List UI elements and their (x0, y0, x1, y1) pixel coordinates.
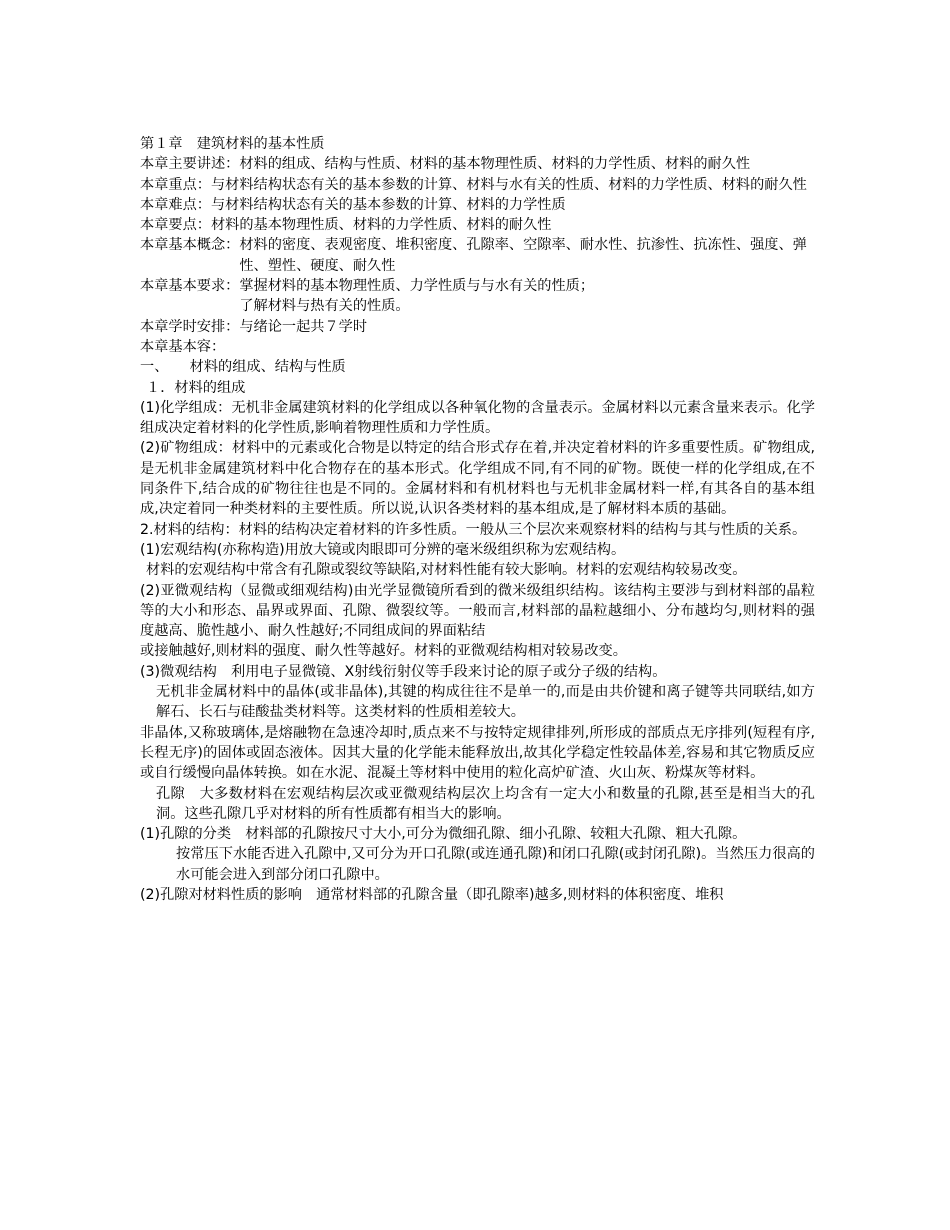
section-heading: 一、 材料的组成、结构与性质 (140, 359, 346, 376)
meta-value: 与材料结构状态有关的基本参数的计算、材料与水有关的性质、材料的力学性质、材料的耐久性 (210, 176, 807, 193)
meta-value: 与材料结构状态有关的基本参数的计算、材料的力学性质 (210, 196, 566, 213)
chapter-title: 第１章 建筑材料的基本性质 (140, 136, 325, 152)
paragraph: 按常压下水能否进入孔隙中,又可分为开口孔隙(或连通孔隙)和闭口孔隙(或封闭孔隙)。当然压力很高的水可能会进入到部分闭口孔隙中。 (176, 846, 815, 883)
paragraph: 或接触越好,则材料的强度、耐久性等越好。材料的亚微观结构相对较易改变。 (140, 643, 627, 660)
meta-label: 本章基本要求： (140, 278, 240, 295)
section-heading: 本章基本容： (140, 338, 226, 355)
paragraph: (2)亚微观结构（显微或细观结构)由光学显微镜所看到的微米级组织结构。该结构主要涉与到材料部的晶粒等的大小和形态、晶界或界面、孔隙、微裂纹等。一般而言,材料部的晶粒越细小、分布越均匀,则材料的强度越高、脆性越小、耐久性越好;不同组成间的界面粘结 (140, 582, 815, 640)
meta-row-difficulties (140, 195, 815, 215)
meta-row-essentials (140, 215, 815, 235)
meta-label: 本章主要讲述： (140, 156, 240, 173)
paragraph: 2.材料的结构：材料的结构决定着材料的许多性质。一般从三个层次来观察材料的结构与其与性质的关系。 (140, 521, 807, 538)
meta-value: 了解材料与热有关的性质。 (239, 298, 410, 315)
meta-row-key-points (140, 175, 815, 195)
meta-label: 本章学时安排： (140, 318, 240, 335)
paragraph: 材料的宏观结构中常含有孔隙或裂纹等缺陷,对材料性能有较大影响。材料的宏观结构较易改变。 (146, 562, 747, 579)
meta-value: 掌握材料的基本物理性质、力学性质与与水有关的性质； (239, 278, 595, 295)
paragraph: 孔隙 大多数材料在宏观结构层次或亚微观结构层次上均含有一定大小和数量的孔隙,甚至是相当大的孔洞。这些孔隙几乎对材料的所有性质都有相当大的影响。 (156, 785, 815, 822)
meta-row-hours (140, 317, 815, 337)
meta-label: 本章难点： (140, 196, 211, 213)
meta-value: 与绪论一起共７学时 (239, 318, 368, 335)
paragraph: (2)孔隙对材料性质的影响 通常材料部的孔隙含量（即孔隙率)越多,则材料的体积密度、堆积 (140, 886, 724, 903)
paragraph: (1)孔隙的分类 材料部的孔隙按尺寸大小,可分为微细孔隙、细小孔隙、较粗大孔隙、粗大孔隙。 (140, 826, 747, 843)
meta-label: 本章重点： (140, 176, 211, 193)
meta-value: 材料的基本物理性质、材料的力学性质、材料的耐久性 (210, 217, 552, 234)
meta-value: 材料的组成、结构与性质、材料的基本物理性质、材料的力学性质、材料的耐久性 (239, 156, 751, 173)
meta-label: 本章要点： (140, 217, 211, 234)
meta-row-basic-concepts (140, 235, 815, 276)
meta-value: 材料的密度、表观密度、堆积密度、孔隙率、空隙率、耐水性、抗渗性、抗冻性、强度、弹性、塑性、硬度、耐久性 (239, 237, 807, 274)
paragraph: (3)微观结构 利用电子显微镜、X射线衍射仪等手段来讨论的原子或分子级的结构。 (140, 663, 667, 680)
document-body (140, 134, 815, 905)
paragraph: 无机非金属材料中的晶体(或非晶体),其键的构成往往不是单一的,而是由共价键和离子键等共同联结,如方解石、长石与硅酸盐类材料等。这类材料的性质相差较大。 (156, 684, 815, 721)
paragraph: 非晶体,又称玻璃体,是熔融物在急速冷却时,质点来不与按特定规律排列,所形成的部质点无序排列(短程有序,长程无序)的固体或固态液体。因其大量的化学能未能释放出,故其化学稳定性较晶体差,容易和其它物质反应或自行缓慢向晶体转换。如在水泥、混凝土等材料中使用的粒化高炉矿渣、火山灰、粉煤灰等材料。 (140, 724, 815, 782)
paragraph: (2)矿物组成：材料中的元素或化合物是以特定的结合形式存在着,并决定着材料的许多重要性质。矿物组成,是无机非金属建筑材料中化合物存在的基本形式。化学组成不同,有不同的矿物。既使一样的化学组成,在不同条件下,结合成的矿物往往也是不同的。金属材料和有机材料也与无机非金属材料一样,有其各自的基本组成,决定着同一种类材料的主要性质。所以说,认识各类材料的基本组成,是了解材料本质的基础。 (140, 440, 815, 518)
paragraph: (1)宏观结构(亦称构造)用放大镜或肉眼即可分辨的毫米级组织称为宏观结构。 (140, 541, 626, 558)
paragraph: (1)化学组成：无机非金属建筑材料的化学组成以各种氧化物的含量表示。金属材料以元素含量来表示。化学组成决定着材料的化学性质,影响着物理性质和力学性质。 (140, 399, 815, 437)
meta-label: 本章基本概念： (140, 237, 240, 254)
meta-row-requirements (140, 276, 815, 317)
subsection-heading: １．材料的组成 (146, 379, 246, 396)
meta-row-main-content (140, 154, 815, 174)
meta-value-group (239, 276, 815, 317)
